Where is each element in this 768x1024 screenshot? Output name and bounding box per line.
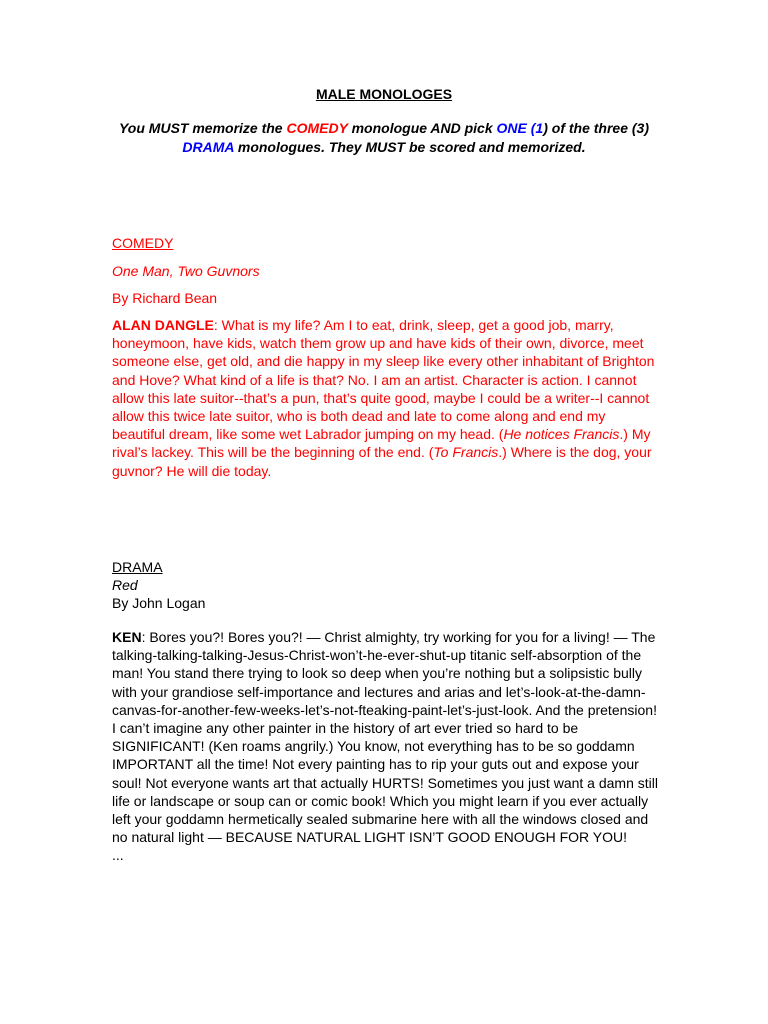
instructions xyxy=(100,119,668,157)
instructions-part3: ) of the three (3) xyxy=(543,120,649,136)
instructions-part4: monologues. They MUST be scored and memorized. xyxy=(233,139,586,155)
drama-play-title: Red xyxy=(112,577,138,593)
instructions-part1: You MUST memorize the xyxy=(118,120,287,136)
comedy-monologue xyxy=(112,316,662,480)
comedy-stage-direction-2: To Francis xyxy=(433,444,499,461)
comedy-author: By Richard Bean xyxy=(112,290,218,306)
drama-text: : Bores you?! Bores you?! — Christ almighty, try working for you for a living! — The talking-talking-talking-Jesus-Christ-won’t-he-ever-shut-up titanic self-absorption of the man! You stand there trying to look so deep when you’re nothing but a solipsistic bully with your grandiose self-importance and lectures and arias and let’s-look-at-the-damn-canvas-for-another-few-weeks-let’s-not-fteaking-paint-let’s-just-look. And the pretension! I can’t imagine any other painter in the history of art ever tried so hard to be SIGNIFICANT! (Ken roams angrily.) You know, not everything has to be so goddamn IMPORTANT all the time! Not every painting has to rip your guts out and expose your soul! Not everyone wants art that actually HURTS! Sometimes you just want a damn still life or landscape or soup can or comic book! Which you might learn if you ever actually left your goddamn hermetically sealed submarine here with all the windows closed and no natural light — BECAUSE NATURAL LIGHT ISN’T GOOD ENOUGH FOR YOU! xyxy=(112,629,658,846)
comedy-play-title: One Man, Two Guvnors xyxy=(112,263,260,279)
drama-author: By John Logan xyxy=(112,595,206,611)
page-title: MALE MONOLOGES xyxy=(315,86,453,102)
instructions-comedy-word: COMEDY xyxy=(286,120,348,136)
drama-monologue xyxy=(112,628,662,865)
comedy-heading: COMEDY xyxy=(112,235,174,251)
comedy-character: ALAN DANGLE xyxy=(112,317,214,333)
drama-character: KEN xyxy=(112,629,142,645)
instructions-part2: monologue AND pick xyxy=(347,120,497,136)
instructions-drama-word: DRAMA xyxy=(182,139,234,155)
comedy-stage-direction-1: He notices Francis xyxy=(503,426,620,443)
comedy-text-b: .) My rival’s lackey. This will be the beginning of the end. ( xyxy=(112,426,651,461)
comedy-text-c: .) Where is the dog, your guvnor? He will die today. xyxy=(112,444,652,479)
drama-ellipsis: ... xyxy=(112,847,124,864)
drama-heading: DRAMA xyxy=(112,559,163,575)
comedy-text-a: : What is my life? Am I to eat, drink, sleep, get a good job, marry, honeymoon, have kids, watch them grow up and have kids of their own, divorce, meet someone else, get old, and die happy in my sleep like every other inhabitant of Brighton and Hove? What kind of a life is that? No. I am an artist. Character is action. I cannot allow this late suitor--that’s a pun, that’s quite good, maybe I could be a writer--I cannot allow this twice late suitor, who is both dead and late to come along and end my beautiful dream, like some wet Labrador jumping on my head. ( xyxy=(112,317,655,443)
instructions-one-word: ONE (1 xyxy=(496,120,544,136)
